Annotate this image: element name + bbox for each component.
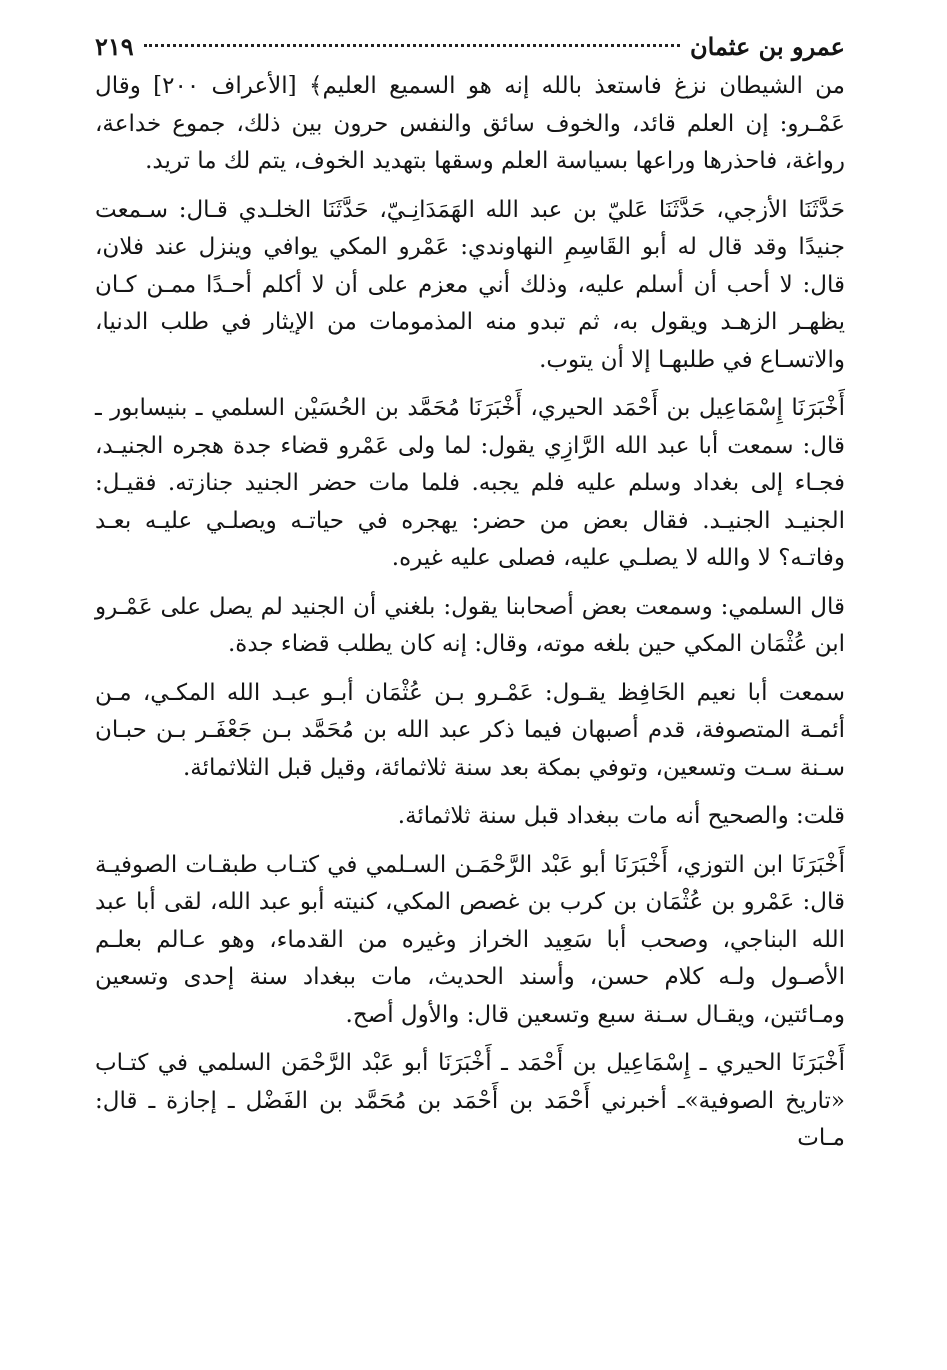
- dotted-leader: [144, 44, 680, 47]
- book-page: [95, 30, 845, 1169]
- paragraph: سمعت أبا نعيم الحَافِظ يقـول: عَمْـرو بـن عُثْمَان أبـو عبـد الله المكـي، مـن أئمـة المتصوفة، قدم أصبهان فيما ذكر عبد الله بن مُحَمَّد بـن جَعْفَـر بـن حبـان سـنة سـت وتسعين، وتوفي بمكة بعد سنة ثلاثمائة، وقيل قبل الثلاثمائة.: [95, 679, 845, 781]
- page-number: ٢١٩: [95, 32, 134, 61]
- page-body: [95, 68, 845, 1158]
- paragraph: قلت: والصحيح أنه مات ببغداد قبل سنة ثلاثمائة.: [397, 803, 845, 829]
- running-header: [95, 30, 845, 66]
- paragraph: أَخْبَرَنَا إِسْمَاعِيل بن أَحْمَد الحيري، أَخْبَرَنَا مُحَمَّد بن الحُسَيْن السلمي ـ بنيسابور ـ قال: سمعت أبا عبد الله الرَّازِي يقول: لما ولى عَمْرو قضاء جدة هجره الجنيـد، فجـاء إلى بغداد وسلم عليه فلم يجبه. فلما مات حضر الجنيد جنازته. فقيـل: الجنيـد الجنيـد. فقال بعض من حضر: يهجره في حياتـه ويصلـي عليـه بعـد وفاتـه؟ لا والله لا يصلـي عليه، فصلى عليه غيره.: [95, 395, 845, 571]
- paragraph: قال السلمي: وسمعت بعض أصحابنا يقول: بلغني أن الجنيد لم يصل على عَمْـرو ابن عُثْمَان المكي حين بلغه موته، وقال: إنه كان يطلب قضاء جدة.: [95, 593, 845, 657]
- paragraph: حَدَّثَنَا الأزجي، حَدَّثَنَا عَليّ بن عبد الله الهَمَدَانِـيّ، حَدَّثَنَا الخلـدي قـال: سـمعت جنيدًا وقد قال له أبو القَاسِمِ النهاوندي: عَمْرو المكي يوافي وينزل عند فلان، قال: لا أحب أن أسلم عليه، وذلك أني معزم على أن لا أكلم أحـدًا ممـن كـان يظهـر الزهـد ويقول به، ثم تبدو منه المذمومات من الإيثار في طلب الدنيا، والاتسـاع في طلبهـا إلا أن يتوب.: [95, 196, 845, 373]
- chapter-title: عمرو بن عثمان: [689, 32, 845, 61]
- paragraph: أَخْبَرَنَا الحيري ـ إِسْمَاعِيل بن أَحْمَد ـ أَخْبَرَنَا أبو عَبْد الرَّحْمَن السلمي في كتـاب «تاريخ الصوفية»ـ أخبرني أَحْمَد بن أَحْمَد بن مُحَمَّد بن الفَضْل ـ إجازة ـ قال: مـات: [95, 1050, 845, 1151]
- paragraph: أَخْبَرَنَا ابن التوزي، أَخْبَرَنَا أبو عَبْد الرَّحْمَـن السـلمي في كتـاب طبقـات الصوفيـة قال: عَمْرو بن عُثْمَان بن كرب بن غصص المكي، كنيته أبو عبد الله، لقى أبا عبد الله البناجي، وصحب أبا سَعِيد الخراز وغيره من القدماء، وهو عـالم بعلـم الأصـول ولـه كلام حسن، وأسند الحديث، مات ببغداد سنة إحدى وتسعين ومـائتين، ويقـال سـنة سبع وتسعين قال: والأول أصح.: [95, 851, 845, 1028]
- paragraph: من الشيطان نزغ فاستعذ بالله إنه هو السميع العليم﴾ [الأعراف ٢٠٠] وقال عَمْـرو: إن العلم قائد، والخوف سائق والنفس حرون بين ذلك، جموع خداعة، رواغة، فاحذرها وراعها بسياسة العلم وسقها بتهديد الخوف، يتم لك ما تريد.: [95, 73, 845, 174]
